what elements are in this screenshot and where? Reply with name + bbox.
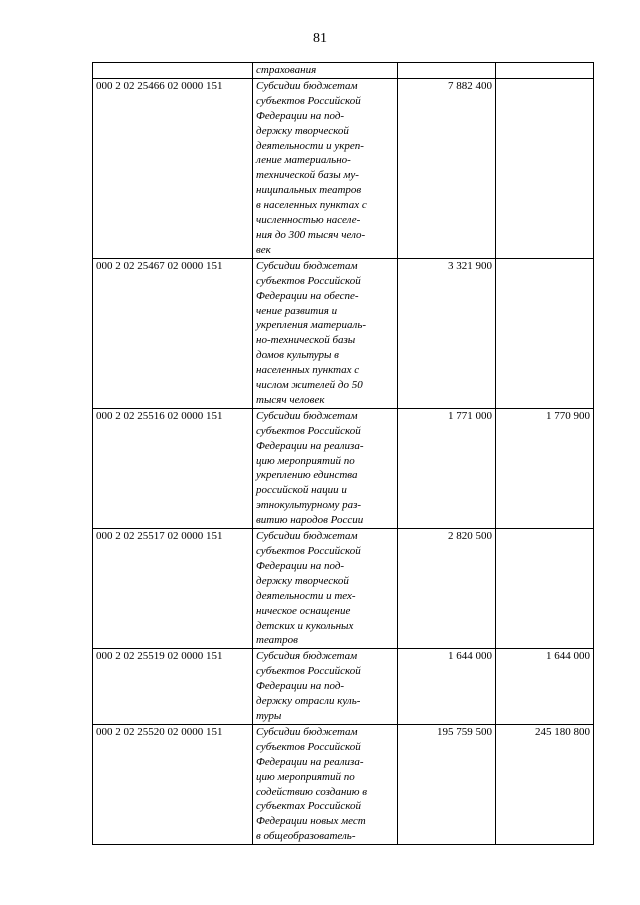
- name-line: детских и кукольных: [256, 619, 354, 632]
- name-line: ление материально-: [256, 154, 351, 167]
- revenue-code-cell: 000 2 02 25519 02 0000 151: [93, 649, 253, 725]
- table-row: [93, 724, 594, 844]
- page-number: 81: [313, 31, 327, 46]
- amount-cell-2: 1 644 000: [496, 649, 594, 725]
- revenue-name-cell: [253, 408, 398, 528]
- name-line: чение развития и: [256, 304, 338, 317]
- revenue-name-cell: [253, 529, 398, 649]
- amount-cell-2: 245 180 800: [496, 724, 594, 844]
- amount-cell-1: [398, 63, 496, 79]
- name-cell: [253, 63, 398, 79]
- amount-cell-2: [496, 63, 594, 79]
- name-line: ниципальных театров: [256, 184, 362, 197]
- name-line: Субсидии бюджетам: [256, 79, 358, 92]
- name-line: субъектов Российской: [256, 94, 361, 107]
- name-line: субъектов Российской: [256, 424, 361, 437]
- name-line: ническое оснащение: [256, 604, 351, 617]
- table-row: [93, 649, 594, 725]
- amount-cell-2: [496, 529, 594, 649]
- name-line: содействию созданию в: [256, 785, 368, 798]
- name-line: субъектов Российской: [256, 545, 361, 557]
- amount-cell-2: [496, 258, 594, 408]
- name-line: Федерации новых мест: [256, 815, 366, 828]
- name-line: театров: [256, 634, 298, 647]
- revenue-name-cell: [253, 78, 398, 258]
- name-line: туры: [256, 709, 282, 722]
- name-line: цию мероприятий по: [256, 454, 355, 467]
- name-line: технической базы му-: [256, 169, 359, 182]
- name-line: субъектов Российской: [256, 274, 361, 287]
- revenue-code-cell: 000 2 02 25520 02 0000 151: [93, 724, 253, 844]
- name-line: держку творческой: [256, 574, 349, 587]
- amount-cell-1: 3 321 900: [398, 258, 496, 408]
- name-line: субъектов Российской: [256, 740, 361, 753]
- name-line: держку отрасли куль-: [256, 695, 361, 708]
- name-line: Субсидии бюджетам: [256, 725, 358, 738]
- name-line: ния до 300 тысяч чело-: [256, 228, 366, 241]
- name-line: населенных пунктах с: [256, 364, 360, 377]
- name-line: субъектов Российской: [256, 665, 361, 678]
- amount-cell-1: 1 771 000: [398, 408, 496, 528]
- name-line: Федерации на реализа-: [256, 755, 364, 768]
- revenue-name-cell: [253, 258, 398, 408]
- name-line: укрепления материаль-: [256, 319, 366, 332]
- revenue-code-cell: 000 2 02 25517 02 0000 151: [93, 529, 253, 649]
- code-cell: [93, 63, 253, 79]
- name-line: но-технической базы: [256, 334, 356, 347]
- name-line: Субсидия бюджетам: [256, 650, 358, 663]
- name-line: этнокультурному раз-: [256, 499, 362, 512]
- name-line: Федерации на под-: [256, 109, 345, 122]
- amount-cell-2: [496, 78, 594, 258]
- amount-cell-1: 2 820 500: [398, 529, 496, 649]
- name-line: Федерации на под-: [256, 559, 345, 572]
- name-line: деятельности и тех-: [256, 589, 356, 602]
- name-line: век: [256, 243, 271, 256]
- table-row: [93, 258, 594, 408]
- name-line: Федерации на обеспе-: [256, 289, 359, 302]
- name-line: числом жителей до 50: [256, 379, 363, 392]
- name-line: держку творческой: [256, 124, 349, 137]
- name-line: домов культуры в: [256, 349, 339, 362]
- name-line: численностью населе-: [256, 214, 361, 227]
- name-line: в населенных пунктах с: [256, 199, 367, 212]
- budget-revenue-table: [92, 62, 594, 845]
- amount-cell-1: 195 759 500: [398, 724, 496, 844]
- amount-cell-1: 1 644 000: [398, 649, 496, 725]
- name-line: в общеобразователь-: [256, 830, 356, 843]
- name-line: укреплению единства: [256, 469, 358, 482]
- table-row: [93, 408, 594, 528]
- name-line: Субсидии бюджетам: [256, 409, 358, 422]
- name-line: тысяч человек: [256, 393, 325, 406]
- table-row: [93, 529, 594, 649]
- name-line: витию народов России: [256, 514, 364, 527]
- name-line: деятельности и укреп-: [256, 139, 364, 152]
- table-row-continuation: [93, 63, 594, 79]
- name-line: страхования: [256, 64, 317, 76]
- revenue-name-cell: [253, 649, 398, 725]
- revenue-code-cell: 000 2 02 25516 02 0000 151: [93, 408, 253, 528]
- name-line: Субсидии бюджетам: [256, 259, 358, 272]
- name-line: цию мероприятий по: [256, 770, 355, 783]
- name-line: Федерации на под-: [256, 680, 345, 693]
- name-line: Субсидии бюджетам: [256, 530, 358, 543]
- table-row: [93, 78, 594, 258]
- table-body: [93, 63, 594, 845]
- amount-cell-2: 1 770 900: [496, 408, 594, 528]
- name-line: Федерации на реализа-: [256, 439, 364, 452]
- revenue-code-cell: 000 2 02 25467 02 0000 151: [93, 258, 253, 408]
- name-line: российской нации и: [256, 484, 347, 497]
- amount-cell-1: 7 882 400: [398, 78, 496, 258]
- name-line: субъектах Российской: [256, 800, 361, 813]
- revenue-name-cell: [253, 724, 398, 844]
- revenue-code-cell: 000 2 02 25466 02 0000 151: [93, 78, 253, 258]
